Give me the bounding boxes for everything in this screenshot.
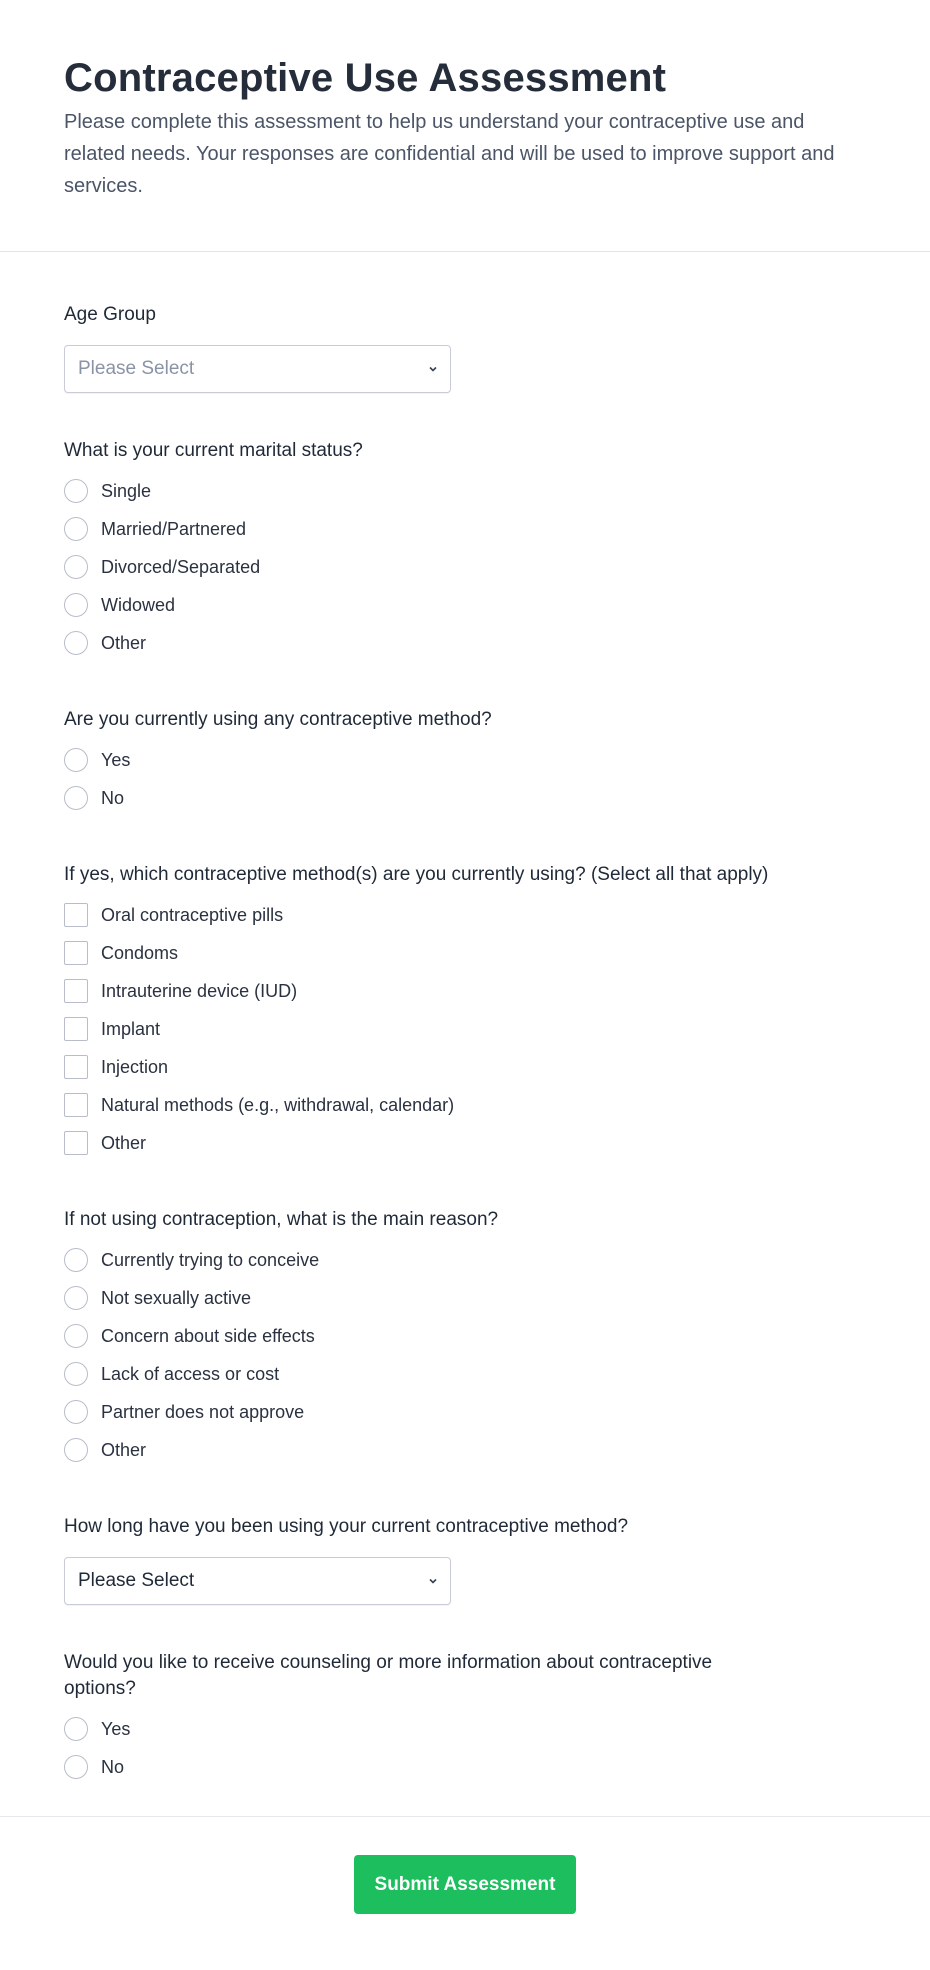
option-label: Not sexually active: [101, 1287, 252, 1308]
checkbox-option[interactable]: [64, 1010, 866, 1048]
option-label: Lack of access or cost: [101, 1363, 280, 1384]
radio-button[interactable]: [64, 1324, 88, 1348]
page-description: Please complete this assessment to help us understand your contraceptive use and related needs. Your responses are confidential and will be used to improve support and services.: [64, 111, 835, 197]
radio-button[interactable]: [64, 555, 88, 579]
option-label: Partner does not approve: [101, 1401, 305, 1422]
question-label: If yes, which contraceptive method(s) are you currently using? (Select all that apply): [64, 864, 769, 885]
radio-button[interactable]: [64, 1717, 88, 1741]
option-label: Married/Partnered: [101, 518, 247, 539]
question-label: If not using contraception, what is the main reason?: [64, 1209, 499, 1230]
checkbox[interactable]: [64, 1055, 88, 1079]
select-placeholder: Please Select: [78, 358, 195, 379]
option-label: Implant: [101, 1018, 161, 1039]
form-header: [0, 0, 930, 252]
checkbox-option[interactable]: [64, 972, 866, 1010]
radio-button[interactable]: [64, 479, 88, 503]
radio-option[interactable]: [64, 1748, 866, 1786]
checkbox[interactable]: [64, 979, 88, 1003]
question-counseling: [64, 1650, 866, 1786]
checkbox[interactable]: [64, 941, 88, 965]
options-list: [64, 1710, 866, 1786]
question-label: What is your current marital status?: [64, 440, 363, 461]
duration-select[interactable]: [64, 1557, 451, 1605]
question-label: Are you currently using any contraceptive method?: [64, 709, 492, 730]
option-label: No: [101, 1756, 125, 1777]
radio-option[interactable]: [64, 779, 866, 817]
options-list: [64, 472, 866, 662]
radio-button[interactable]: [64, 1755, 88, 1779]
question-reason: [64, 1207, 866, 1469]
chevron-down-icon: [428, 1576, 438, 1586]
chevron-down-icon: [428, 364, 438, 374]
option-label: Injection: [101, 1056, 169, 1077]
option-label: Other: [101, 1132, 147, 1153]
radio-button[interactable]: [64, 1286, 88, 1310]
question-age-group: [64, 302, 866, 393]
option-label: Single: [101, 480, 152, 501]
checkbox[interactable]: [64, 903, 88, 927]
radio-option[interactable]: [64, 1317, 866, 1355]
radio-button[interactable]: [64, 748, 88, 772]
radio-option[interactable]: [64, 1355, 866, 1393]
checkbox[interactable]: [64, 1131, 88, 1155]
radio-option[interactable]: [64, 1279, 866, 1317]
radio-button[interactable]: [64, 1400, 88, 1424]
option-label: Currently trying to conceive: [101, 1249, 320, 1270]
checkbox[interactable]: [64, 1017, 88, 1041]
radio-button[interactable]: [64, 1362, 88, 1386]
option-label: Divorced/Separated: [101, 556, 261, 577]
option-label: Other: [101, 1439, 147, 1460]
option-label: Oral contraceptive pills: [101, 904, 284, 925]
checkbox-option[interactable]: [64, 1124, 866, 1162]
options-list: [64, 741, 866, 817]
radio-option[interactable]: [64, 741, 866, 779]
question-label: Would you like to receive counseling or more information about contraceptive options?: [64, 1652, 713, 1699]
option-label: Condoms: [101, 942, 179, 963]
question-currently-using: [64, 707, 866, 817]
option-label: Yes: [101, 749, 131, 770]
form-footer: [0, 1817, 930, 1914]
radio-option[interactable]: [64, 510, 866, 548]
checkbox-option[interactable]: [64, 896, 866, 934]
radio-option[interactable]: [64, 1241, 866, 1279]
question-label: Age Group: [64, 304, 156, 325]
radio-option[interactable]: [64, 472, 866, 510]
option-label: Intrauterine device (IUD): [101, 980, 298, 1001]
option-label: Other: [101, 632, 147, 653]
option-label: Natural methods (e.g., withdrawal, calendar): [101, 1094, 455, 1115]
submit-assessment-button[interactable]: Submit Assessment: [354, 1855, 576, 1914]
question-marital-status: [64, 438, 866, 662]
option-label: Yes: [101, 1718, 131, 1739]
option-label: Widowed: [101, 594, 176, 615]
options-list: [64, 1241, 866, 1469]
assessment-form: [0, 252, 930, 1817]
radio-button[interactable]: [64, 1248, 88, 1272]
radio-button[interactable]: [64, 593, 88, 617]
radio-option[interactable]: [64, 548, 866, 586]
checkbox[interactable]: [64, 1093, 88, 1117]
checkbox-option[interactable]: [64, 1086, 866, 1124]
options-list: [64, 896, 866, 1162]
checkbox-option[interactable]: [64, 934, 866, 972]
radio-button[interactable]: [64, 1438, 88, 1462]
checkbox-option[interactable]: [64, 1048, 866, 1086]
radio-option[interactable]: [64, 1431, 866, 1469]
option-label: No: [101, 787, 125, 808]
select-value: Please Select: [78, 1570, 195, 1591]
question-duration: [64, 1514, 866, 1605]
age-group-select[interactable]: [64, 345, 451, 393]
radio-option[interactable]: [64, 1710, 866, 1748]
radio-option[interactable]: [64, 586, 866, 624]
option-label: Concern about side effects: [101, 1325, 315, 1346]
radio-button[interactable]: [64, 517, 88, 541]
radio-option[interactable]: [64, 1393, 866, 1431]
radio-option[interactable]: [64, 624, 866, 662]
question-label: How long have you been using your current contraceptive method?: [64, 1516, 629, 1537]
radio-button[interactable]: [64, 631, 88, 655]
question-methods: [64, 862, 866, 1162]
page-title: Contraceptive Use Assessment: [64, 56, 667, 100]
radio-button[interactable]: [64, 786, 88, 810]
